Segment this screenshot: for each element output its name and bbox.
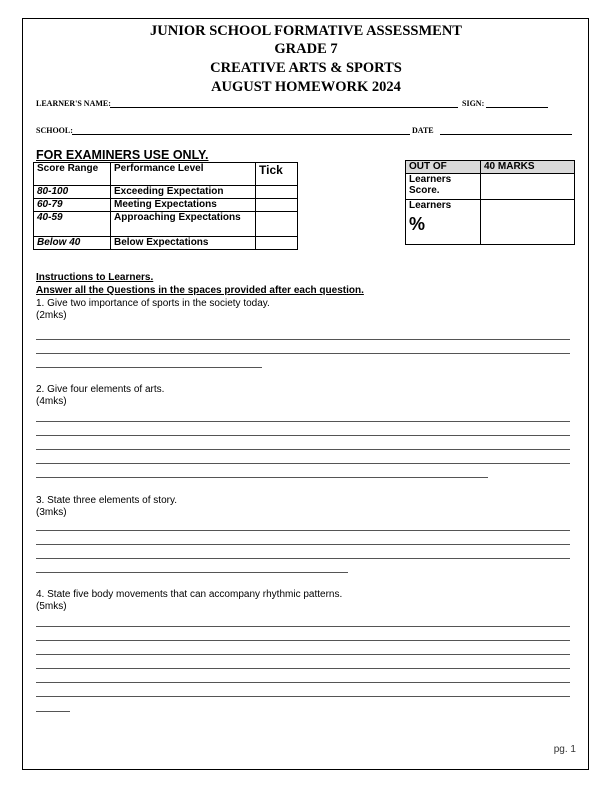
- instructions-text: Answer all the Questions in the spaces provided after each question.: [36, 285, 364, 296]
- col-header-tick: Tick: [256, 163, 298, 186]
- sign-label: SIGN:: [462, 99, 485, 108]
- instructions-heading: Instructions to Learners.: [36, 272, 154, 283]
- score-range-cell: 40-59: [34, 212, 111, 237]
- performance-table: [33, 162, 298, 250]
- tick-cell[interactable]: [256, 199, 298, 212]
- table-row: [34, 237, 298, 250]
- answer-line[interactable]: [36, 477, 488, 478]
- title-line-1: JUNIOR SCHOOL FORMATIVE ASSESSMENT: [150, 23, 462, 39]
- learners-percent-label: Learners: [409, 200, 452, 211]
- tick-cell[interactable]: [256, 237, 298, 250]
- marks-label: 40 MARKS: [481, 161, 575, 174]
- answer-line[interactable]: [36, 530, 570, 531]
- date-label: DATE: [412, 126, 434, 135]
- performance-level-cell: Exceeding Expectation: [111, 186, 256, 199]
- answer-line[interactable]: [36, 421, 570, 422]
- school-line[interactable]: [72, 134, 410, 135]
- performance-level-cell: Below Expectations: [111, 237, 256, 250]
- question-2-text: 2. Give four elements of arts.: [36, 384, 165, 395]
- question-3-text: 3. State three elements of story.: [36, 495, 177, 506]
- question-4-text: 4. State five body movements that can accompany rhythmic patterns.: [36, 589, 343, 600]
- score-range-cell: 60-79: [34, 199, 111, 212]
- answer-line[interactable]: [36, 640, 570, 641]
- answer-line[interactable]: [36, 654, 570, 655]
- answer-line[interactable]: [36, 463, 570, 464]
- date-line[interactable]: [440, 134, 572, 135]
- question-4-marks: (5mks): [36, 601, 67, 612]
- learners-percent-cell: [406, 200, 481, 245]
- answer-line[interactable]: [36, 435, 570, 436]
- title-line-4: AUGUST HOMEWORK 2024: [211, 79, 401, 95]
- answer-line[interactable]: [36, 711, 70, 712]
- answer-line[interactable]: [36, 353, 570, 354]
- table-row: [34, 186, 298, 199]
- sign-line[interactable]: [486, 107, 548, 108]
- col-header-score-range: Score Range: [34, 163, 111, 186]
- score-range-cell: 80-100: [34, 186, 111, 199]
- answer-line[interactable]: [36, 682, 570, 683]
- learners-score-cell[interactable]: [481, 174, 575, 200]
- page-number: pg. 1: [553, 744, 576, 755]
- answer-line[interactable]: [36, 339, 570, 340]
- title-line-2: GRADE 7: [274, 41, 338, 57]
- table-row: [34, 199, 298, 212]
- title-line-3: CREATIVE ARTS & SPORTS: [210, 60, 402, 76]
- answer-line[interactable]: [36, 572, 348, 573]
- tick-cell[interactable]: [256, 186, 298, 199]
- answer-line[interactable]: [36, 626, 570, 627]
- learner-name-label: LEARNER'S NAME:: [36, 99, 111, 108]
- answer-line[interactable]: [36, 696, 570, 697]
- learners-score-label: Learners Score.: [406, 174, 481, 200]
- performance-level-cell: Approaching Expectations: [111, 212, 256, 237]
- score-range-cell: Below 40: [34, 237, 111, 250]
- answer-line[interactable]: [36, 668, 570, 669]
- answer-line[interactable]: [36, 449, 570, 450]
- answer-line[interactable]: [36, 544, 570, 545]
- tick-cell[interactable]: [256, 212, 298, 237]
- question-1-marks: (2mks): [36, 310, 67, 321]
- performance-level-cell: Meeting Expectations: [111, 199, 256, 212]
- col-header-performance-level: Performance Level: [111, 163, 256, 186]
- question-2-marks: (4mks): [36, 396, 67, 407]
- percent-symbol: %: [409, 214, 426, 234]
- answer-line[interactable]: [36, 558, 570, 559]
- question-1-text: 1. Give two importance of sports in the society today.: [36, 298, 270, 309]
- out-of-label: OUT OF: [406, 161, 481, 174]
- answer-line[interactable]: [36, 367, 262, 368]
- school-label: SCHOOL:: [36, 126, 73, 135]
- table-row: [34, 212, 298, 237]
- learners-percent-value-cell[interactable]: [481, 200, 575, 245]
- table-header-row: [34, 163, 298, 186]
- learner-name-line[interactable]: [110, 107, 458, 108]
- examiners-heading: FOR EXAMINERS USE ONLY.: [36, 148, 209, 162]
- question-3-marks: (3mks): [36, 507, 67, 518]
- score-box: [405, 160, 575, 245]
